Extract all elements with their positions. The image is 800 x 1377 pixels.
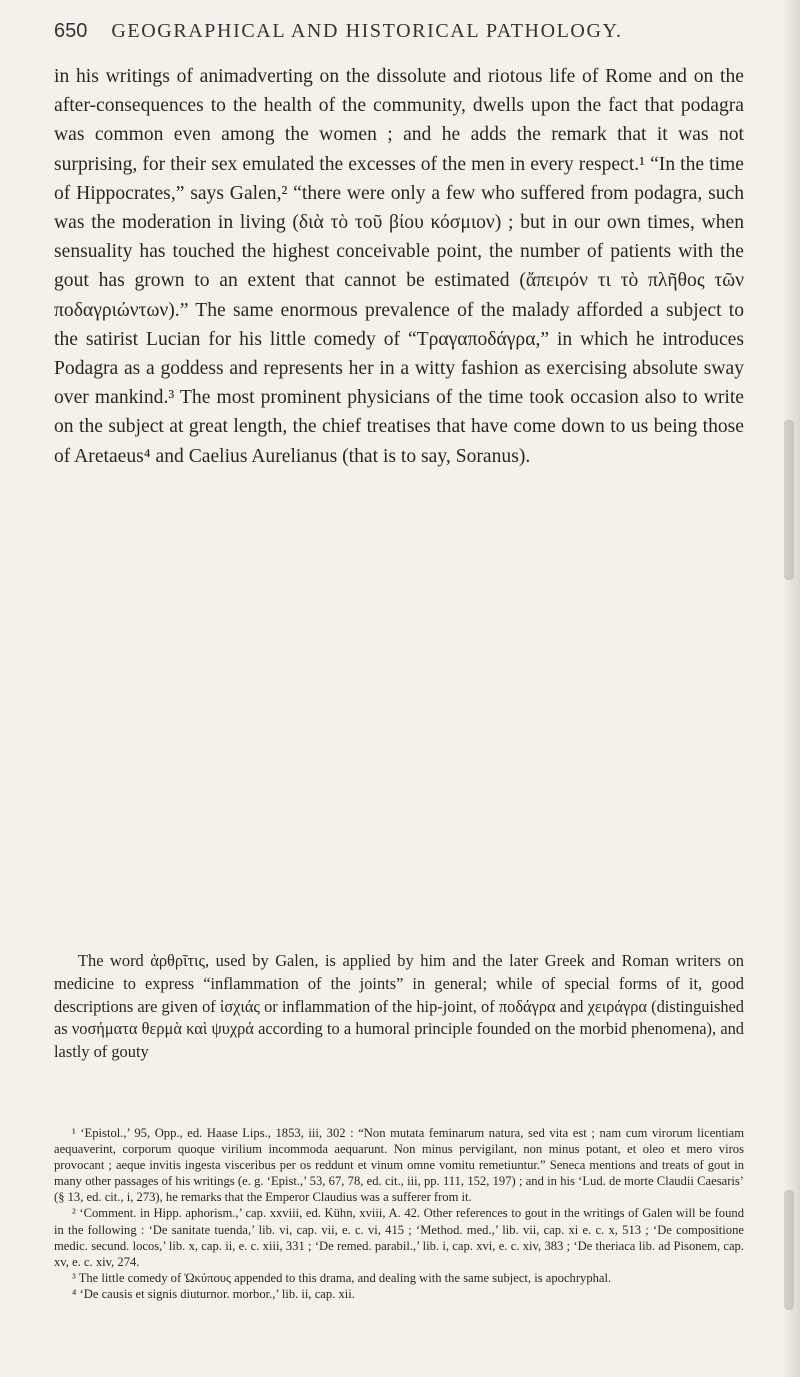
paragraph-2: The word ἀρθρῖτις, used by Galen, is applied by him and the later Greek and Roman writers on medicine to express “inflammation of the joints” in general; while of special forms of it, good descriptions are given of ἰσχιάς or inflammation of the hip-joint, of ποδάγρα and χειράγρα (distinguished as νοσήματα θερμὰ καὶ ψυχρά according to a humoral principle founded on the morbid phenomena), and lastly of gouty [54,951,744,1062]
paragraph-1: in his writings of animadverting on the dissolute and riotous life of Rome and on the after-consequences to the health of the community, dwells upon the fact that podagra was common even among the women ; and he adds the remark that it was not surprising, for their sex emulated the excesses of the men in every respect.¹ “In the time of Hippocrates,” says Galen,² “there were only a few who suffered from podagra, such was the moderation in living (διὰ τὸ τοῦ βίου κόσμιον) ; but in our own times, when sensuality has touched the highest conceivable point, the number of patients with the gout has grown to an extent that cannot be estimated (ἄπειρόν τι τὸ πλῆθος τῶν ποδαγριώντων).” The same enormous prevalence of the malady afforded a subject to the satirist Lucian for his little comedy of “Τραγαποδάγρα,” in which he introduces Podagra as a goddess and represents her in a witty fashion as exercising absolute sway over mankind.³ The most prominent physicians of the time took occasion also to write on the subject at great length, the chief treatises that have come down to us being those of Aretaeus⁴ and Caelius Aurelianus (that is to say, Soranus). [54,66,744,467]
page-number: 650 [54,20,88,42]
scan-mark [784,1190,794,1310]
footnote-2: ² ‘Comment. in Hipp. aphorism.,’ cap. xxviii, ed. Kühn, xviii, A. 42. Other references to gout in the writings of Galen will be found in the following : ‘De sanitate tuenda,’ lib. vi, cap. vii, e. c. vi, 415 ; ‘Method. med.,’ lib. vii, cap. xi e. c. x, 513 ; ‘De compositione medic. secund. locos,’ lib. x, cap. ii, e. c. xiii, 331 ; ‘De remed. parabil.,’ lib. i, cap. xvi, e. c. xiv, 383 ; ‘De theriaca lib. ad Pisonem, cap. xv, e. c. xiv, 274. [54,1206,744,1269]
footnote-3: ³ The little comedy of Ὠκύπους appended to this drama, and dealing with the same subject, is apochryphal. [72,1270,612,1285]
main-text [54,62,744,471]
footnotes [54,1125,744,1302]
footnote-4: ⁴ ‘De causis et signis diuturnor. morbor.,’ lib. ii, cap. xii. [72,1286,355,1301]
secondary-text [54,950,744,1064]
page-header [54,20,734,52]
page-edge-shadow [782,0,800,1377]
running-head: GEOGRAPHICAL AND HISTORICAL PATHOLOGY. [111,20,623,42]
footnote-1: ¹ ‘Epistol.,’ 95, Opp., ed. Haase Lips., 1853, iii, 302 : “Non mutata feminarum natura, sed vita est ; nam cum virorum licentiam aequaverint, corporum quoque virilium incommoda aequarunt. Non minus pervigilant, non minus potant, et oleo et mero viros provocant ; aeque invitis ingesta visceribus per os reddunt et vinum omne vomitu remetiuntur.” Seneca mentions and treats of gout in many other passages of his writings (e. g. ‘Epist.,’ 53, 67, 78, ed. cit., iii, pp. 111, 152, 197) ; and in his ‘Lud. de morte Claudii Caesaris’ (§ 13, ed. cit., i, 273), he remarks that the Emperor Claudius was a sufferer from it. [54,1126,744,1205]
scan-mark [784,420,794,580]
